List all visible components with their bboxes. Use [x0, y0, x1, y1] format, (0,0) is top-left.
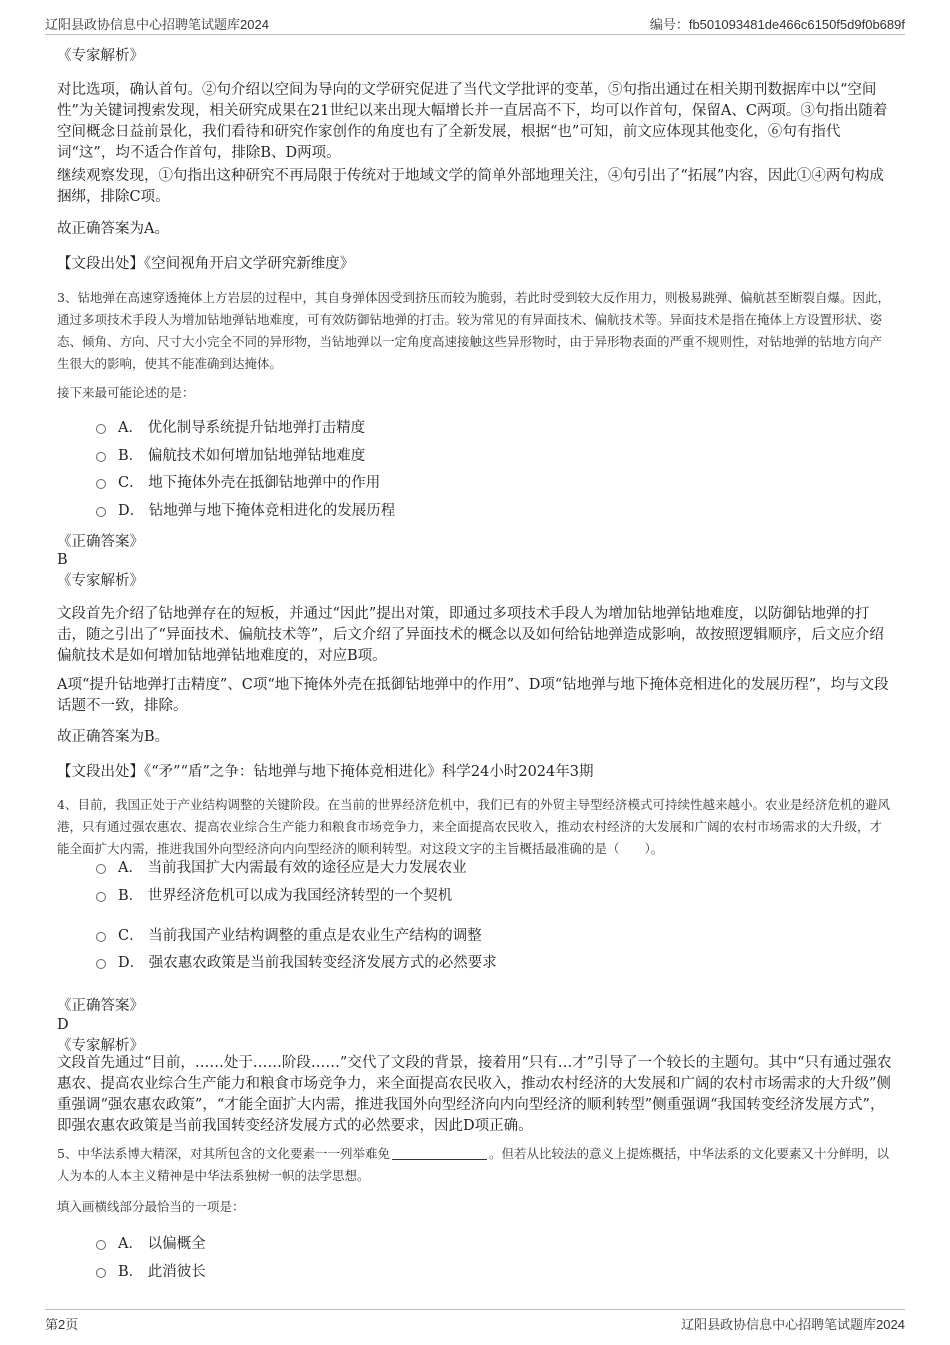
q3-prompt: 接下来最可能论述的是：: [57, 385, 195, 400]
q3-answer: B: [57, 552, 68, 568]
q3-option-b[interactable]: B． 偏航技术如何增加钻地弹钻地难度: [96, 446, 365, 466]
q5-stem: 5、中华法系博大精深，对其所包含的文化要素一一列举难免 。但若从比较法的意义上提炼概括，中华法系的文化要素又十分鲜明，以人为本的人本主义精神是中华法系独树一帜的法学思想。: [57, 1146, 889, 1183]
q4-analysis: 文段首先通过“目前，……处于……阶段……”交代了文段的背景，接着用“只有…才”引导了一个较长的主题句。其中“只有通过强农惠农、提高农业综合生产能力和粮食市场竞争力，来全面提高农民收入，推动农村经济的大发展和广阔的农村市场需求的大升级”侧重强调“强农惠农政策”，“才能全面扩大内需，推进我国外向型经济向内向型经济的顺利转型”侧重强调“我国转变经济发展方式”，即强农惠农政策是当前我国转变经济发展方式的必然要求，因此D项正确。: [57, 1055, 892, 1134]
radio-icon[interactable]: [96, 959, 106, 969]
page-number: 第2页: [45, 1317, 79, 1332]
header-doc-id: 编号：fb501093481de466c6150f5d9f0b689f: [649, 17, 905, 32]
q4-expert-label: 《专家解析》: [57, 1038, 144, 1054]
q3-source: 【文段出处】《“矛”“盾”之争：钻地弹与地下掩体竞相进化》科学24小时2024年3期: [57, 764, 594, 780]
q4-option-c[interactable]: C． 当前我国产业结构调整的重点是农业生产结构的调整: [96, 926, 482, 946]
q2-conclusion: 故正确答案为A。: [57, 221, 169, 237]
radio-icon[interactable]: [96, 1240, 106, 1250]
radio-icon[interactable]: [96, 424, 106, 434]
q5-option-b[interactable]: B． 此消彼长: [96, 1262, 206, 1282]
q3-option-d[interactable]: D． 钻地弹与地下掩体竞相进化的发展历程: [96, 501, 395, 521]
radio-icon[interactable]: [96, 479, 106, 489]
radio-icon[interactable]: [96, 1268, 106, 1278]
q3-analysis-1: 文段首先介绍了钻地弹存在的短板，并通过“因此”提出对策，即通过多项技术手段人为增加钻地弹钻地难度，以防御钻地弹的打击，随之引出了“异面技术、偏航技术等”，后文介绍了异面技术的概念以及如何给钻地弹造成影响，故按照逻辑顺序，后文应介绍偏航技术是如何增加钻地弹钻地难度的，对应B项。: [57, 606, 884, 664]
q3-analysis-2: A项“提升钻地弹打击精度”、C项“地下掩体外壳在抵御钻地弹中的作用”、D项“钻地弹与地下掩体竞相进化的发展历程”，均与文段话题不一致，排除。: [57, 677, 889, 714]
q4-stem: 4、目前，我国正处于产业结构调整的关键阶段。在当前的世界经济危机中，我们已有的外贸主导型经济模式可持续性越来越小。农业是经济危机的避风港，只有通过强农惠农、提高农业综合生产能力和粮食市场竞争力，来全面提高农民收入，推动农村经济的大发展和广阔的农村市场需求的大升级，才能全面扩大内需，推进我国外向型经济向内向型经济的顺利转型。对这段文字的主旨概括最准确的是（ ）。: [57, 797, 890, 856]
q4-answer: D: [57, 1017, 69, 1033]
q4-option-d[interactable]: D． 强农惠农政策是当前我国转变经济发展方式的必然要求: [96, 953, 497, 973]
radio-icon[interactable]: [96, 864, 106, 874]
q3-conclusion: 故正确答案为B。: [57, 729, 170, 745]
q2-analysis-1: 对比选项，确认首句。②句介绍以空间为导向的文学研究促进了当代文学批评的变革，⑤句指出通过在相关期刊数据库中以“空间性”为关键词搜索发现，相关研究成果在21世纪以来出现大幅增长并一直居高不下，均可以作首句，保留A、C两项。③句指出随着空间概念日益前景化，我们看待和研究作家创作的角度也有了全新发展，根据“也”可知，前文应体现其他变化，⑥句有指代词“这”，均不适合作首句，排除B、D两项。: [57, 82, 888, 161]
answer-blank: [392, 1147, 487, 1160]
page-footer: [45, 1309, 905, 1336]
q4-option-b[interactable]: B． 世界经济危机可以成为我国经济转型的一个契机: [96, 886, 452, 906]
q4-option-a[interactable]: A． 当前我国扩大内需最有效的途径应是大力发展农业: [96, 858, 467, 878]
q2-analysis-2: 继续观察发现，①句指出这种研究不再局限于传统对于地域文学的简单外部地理关注，④句引出了“拓展”内容，因此①④两句构成捆绑，排除C项。: [57, 168, 884, 205]
q5-option-a[interactable]: A． 以偏概全: [96, 1234, 206, 1254]
footer-title: 辽阳县政协信息中心招聘笔试题库2024: [681, 1317, 905, 1332]
q2-source: 【文段出处】《空间视角开启文学研究新维度》: [57, 256, 355, 272]
q3-expert-label: 《专家解析》: [57, 573, 144, 589]
radio-icon[interactable]: [96, 452, 106, 462]
q2-expert-label: 《专家解析》: [57, 48, 144, 64]
q3-answer-label: 《正确答案》: [57, 534, 144, 550]
q3-stem: 3、钻地弹在高速穿透掩体上方岩层的过程中，其自身弹体因受到挤压而较为脆弱，若此时受到较大反作用力，则极易跳弹、偏航甚至断裂自爆。因此，通过多项技术手段人为增加钻地弹钻地难度，可有效防御钻地弹的打击。较为常见的有异面技术、偏航技术等。异面技术是指在掩体上方设置形状、姿态、倾角、方向、尺寸大小完全不同的异形物，当钻地弹以一定角度高速接触这些异形物时，由于异形物表面的严重不规则性，对钻地弹的钻地方向产生很大的影响，使其不能准确到达掩体。: [57, 290, 890, 371]
q4-answer-label: 《正确答案》: [57, 998, 144, 1014]
radio-icon[interactable]: [96, 892, 106, 902]
radio-icon[interactable]: [96, 932, 106, 942]
page-header: [45, 12, 905, 35]
q5-prompt: 填入画横线部分最恰当的一项是：: [57, 1199, 245, 1214]
radio-icon[interactable]: [96, 507, 106, 517]
q3-option-c[interactable]: C． 地下掩体外壳在抵御钻地弹中的作用: [96, 473, 380, 493]
header-title: 辽阳县政协信息中心招聘笔试题库2024: [45, 17, 269, 32]
q3-option-a[interactable]: A． 优化制导系统提升钻地弹打击精度: [96, 418, 365, 438]
